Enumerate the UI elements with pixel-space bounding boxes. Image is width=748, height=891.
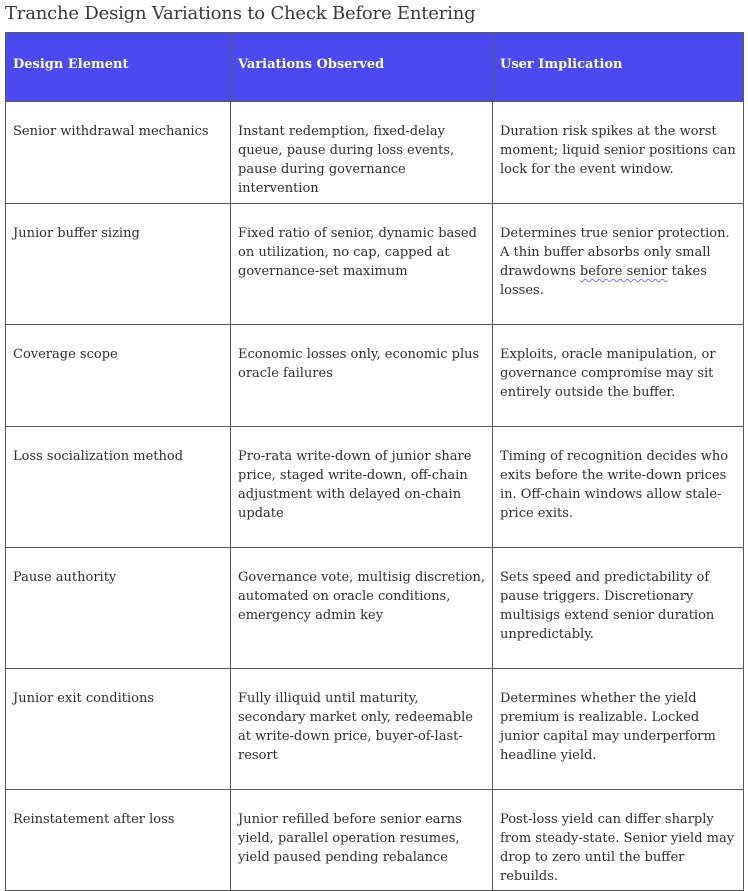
table-row: [6, 102, 744, 204]
variations-cell: Pro-rata write-down of junior share price, staged write-down, off-chain adjustment with delayed on-chain update: [231, 427, 493, 548]
implication-cell: Duration risk spikes at the worst moment; liquid senior positions can lock for the event window.: [493, 102, 744, 204]
tranche-design-table: [5, 32, 744, 891]
variations-cell: Fully illiquid until maturity, secondary market only, redeemable at write-down price, buyer-of-last-resort: [231, 669, 493, 790]
table-row: [6, 204, 744, 325]
design-element-cell: Coverage scope: [6, 325, 231, 427]
implication-cell: [493, 204, 744, 325]
variations-cell: Governance vote, multisig discretion, automated on oracle conditions, emergency admin key: [231, 548, 493, 669]
variations-cell: Fixed ratio of senior, dynamic based on utilization, no cap, capped at governance-set maximum: [231, 204, 493, 325]
implication-cell: Exploits, oracle manipulation, or governance compromise may sit entirely outside the buffer.: [493, 325, 744, 427]
implication-text: Determines true senior protection. A thin buffer absorbs only small drawdowns: [500, 226, 730, 279]
column-header-user-implication: User Implication: [493, 33, 744, 102]
implication-cell: Sets speed and predictability of pause triggers. Discretionary multisigs extend senior duration unpredictably.: [493, 548, 744, 669]
design-element-cell: Senior withdrawal mechanics: [6, 102, 231, 204]
design-element-cell: Junior buffer sizing: [6, 204, 231, 325]
implication-cell: Determines whether the yield premium is realizable. Locked junior capital may underperform headline yield.: [493, 669, 744, 790]
column-header-variations-observed: Variations Observed: [231, 33, 493, 102]
implication-cell: Timing of recognition decides who exits before the write-down prices in. Off-chain windows allow stale-price exits.: [493, 427, 744, 548]
variations-cell: Junior refilled before senior earns yield, parallel operation resumes, yield paused pending rebalance: [231, 790, 493, 891]
column-header-design-element: Design Element: [6, 33, 231, 102]
design-element-cell: Junior exit conditions: [6, 669, 231, 790]
table-row: [6, 427, 744, 548]
table-row: [6, 790, 744, 891]
design-element-cell: Loss socialization method: [6, 427, 231, 548]
design-element-cell: Pause authority: [6, 548, 231, 669]
table-row: [6, 669, 744, 790]
page-title: Tranche Design Variations to Check Before Entering: [5, 3, 476, 24]
spellcheck-underlined-text: before senior: [579, 264, 668, 279]
table-header-row: [6, 33, 744, 102]
variations-cell: Instant redemption, fixed-delay queue, pause during loss events, pause during governance intervention: [231, 102, 493, 204]
implication-cell: Post-loss yield can differ sharply from steady-state. Senior yield may drop to zero until the buffer rebuilds.: [493, 790, 744, 891]
implication-text: takes losses.: [500, 264, 707, 298]
table-row: [6, 325, 744, 427]
design-element-cell: Reinstatement after loss: [6, 790, 231, 891]
variations-cell: Economic losses only, economic plus oracle failures: [231, 325, 493, 427]
table-row: [6, 548, 744, 669]
